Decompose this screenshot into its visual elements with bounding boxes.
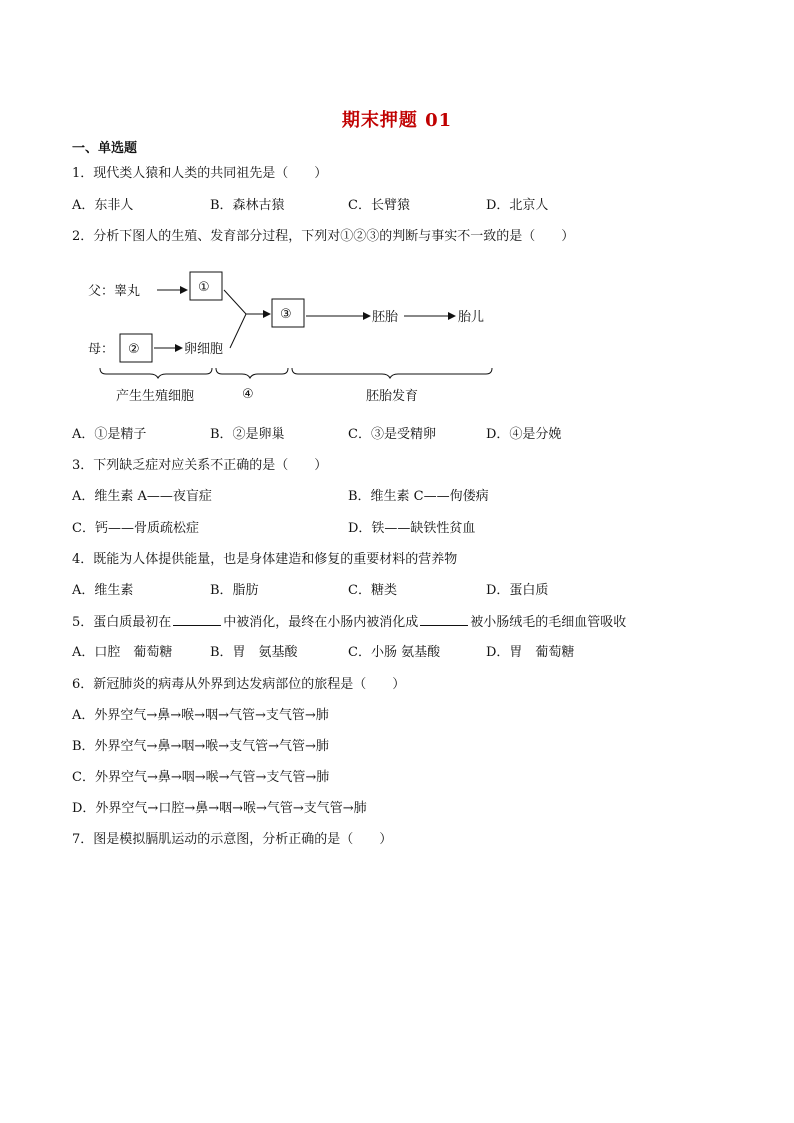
question-4-stem: 4．既能为人体提供能量，也是身体建造和修复的重要材料的营养物 [72,552,458,567]
q3-option-b[interactable]: B．维生素 C——佝偻病 [348,489,489,504]
fetus-label: 胎儿 [458,310,485,325]
q2-option-b[interactable]: B．②是卵巢 [210,427,285,442]
q2-option-a[interactable]: A．①是精子 [72,427,147,442]
q6-option-b[interactable]: B．外界空气→鼻→咽→喉→支气管→气管→肺 [72,739,329,754]
q3-option-c[interactable]: C．钙——骨质疏松症 [72,521,199,536]
q5-option-c[interactable]: C．小肠 氨基酸 [348,645,441,660]
q3-option-d[interactable]: D．铁——缺铁性贫血 [348,521,476,536]
father-label: 父：睾丸 [88,284,141,299]
merge-line-bottom [230,314,246,348]
q5-stem-part-3: 被小肠绒毛的毛细血管吸收 [470,615,627,630]
question-2-stem: 2．分析下图人的生殖、发育部分过程，下列对①②③的判断与事实不一致的是（ ） [72,229,575,244]
q5-stem-part-2: 中被消化，最终在小肠内被消化成 [223,615,419,630]
question-5-stem [72,613,626,632]
q5-option-d[interactable]: D．胃 葡萄糖 [486,645,575,660]
question-1-stem: 1．现代类人猿和人类的共同祖先是（ ） [72,166,328,181]
brace-3-label: 胚胎发育 [366,389,419,404]
q4-option-b[interactable]: B．脂肪 [210,583,259,598]
box-2-label: ② [128,342,140,357]
q5-blank-1 [173,613,221,626]
q1-option-a[interactable]: A．东非人 [72,198,134,213]
egg-label: 卵细胞 [184,342,224,357]
q3-option-a[interactable]: A．维生素 A——夜盲症 [72,489,212,504]
question-3-stem: 3．下列缺乏症对应关系不正确的是（ ） [72,458,328,473]
q4-option-a[interactable]: A．维生素 [72,583,134,598]
section-heading: 一、单选题 [72,141,138,156]
page-title: 期末押题 01 [341,110,453,131]
brace-3 [292,368,492,378]
q1-option-c[interactable]: C．长臂猿 [348,198,410,213]
q5-blank-2 [420,613,468,626]
q1-option-b[interactable]: B．森林古猿 [210,198,285,213]
q2-option-d[interactable]: D．④是分娩 [486,427,562,442]
mother-label: 母： [88,342,115,357]
q6-option-c[interactable]: C．外界空气→鼻→咽→喉→气管→支气管→肺 [72,770,330,785]
question-6-stem: 6．新冠肺炎的病毒从外界到达发病部位的旅程是（ ） [72,677,406,692]
q1-option-d[interactable]: D．北京人 [486,198,549,213]
box-3-label: ③ [280,307,292,322]
q2-option-c[interactable]: C．③是受精卵 [348,427,436,442]
q5-stem-part-1: 5．蛋白质最初在 [72,615,172,630]
question-7-stem: 7．图是模拟膈肌运动的示意图，分析正确的是（ ） [72,832,393,847]
brace-1-label: 产生生殖细胞 [116,389,195,404]
q4-option-d[interactable]: D．蛋白质 [486,583,549,598]
merge-line-top [224,290,246,314]
embryo-label: 胚胎 [372,310,399,325]
q6-option-a[interactable]: A．外界空气→鼻→喉→咽→气管→支气管→肺 [72,708,329,723]
reproduction-diagram [82,268,512,408]
brace-1 [100,368,212,378]
brace-2-label: ④ [242,387,254,402]
q6-option-d[interactable]: D．外界空气→口腔→鼻→咽→喉→气管→支气管→肺 [72,801,367,816]
brace-2 [216,368,288,378]
box-1-label: ① [198,280,210,295]
q4-option-c[interactable]: C．糖类 [348,583,397,598]
q5-option-a[interactable]: A．口腔 葡萄糖 [72,645,173,660]
q5-option-b[interactable]: B．胃 氨基酸 [210,645,298,660]
